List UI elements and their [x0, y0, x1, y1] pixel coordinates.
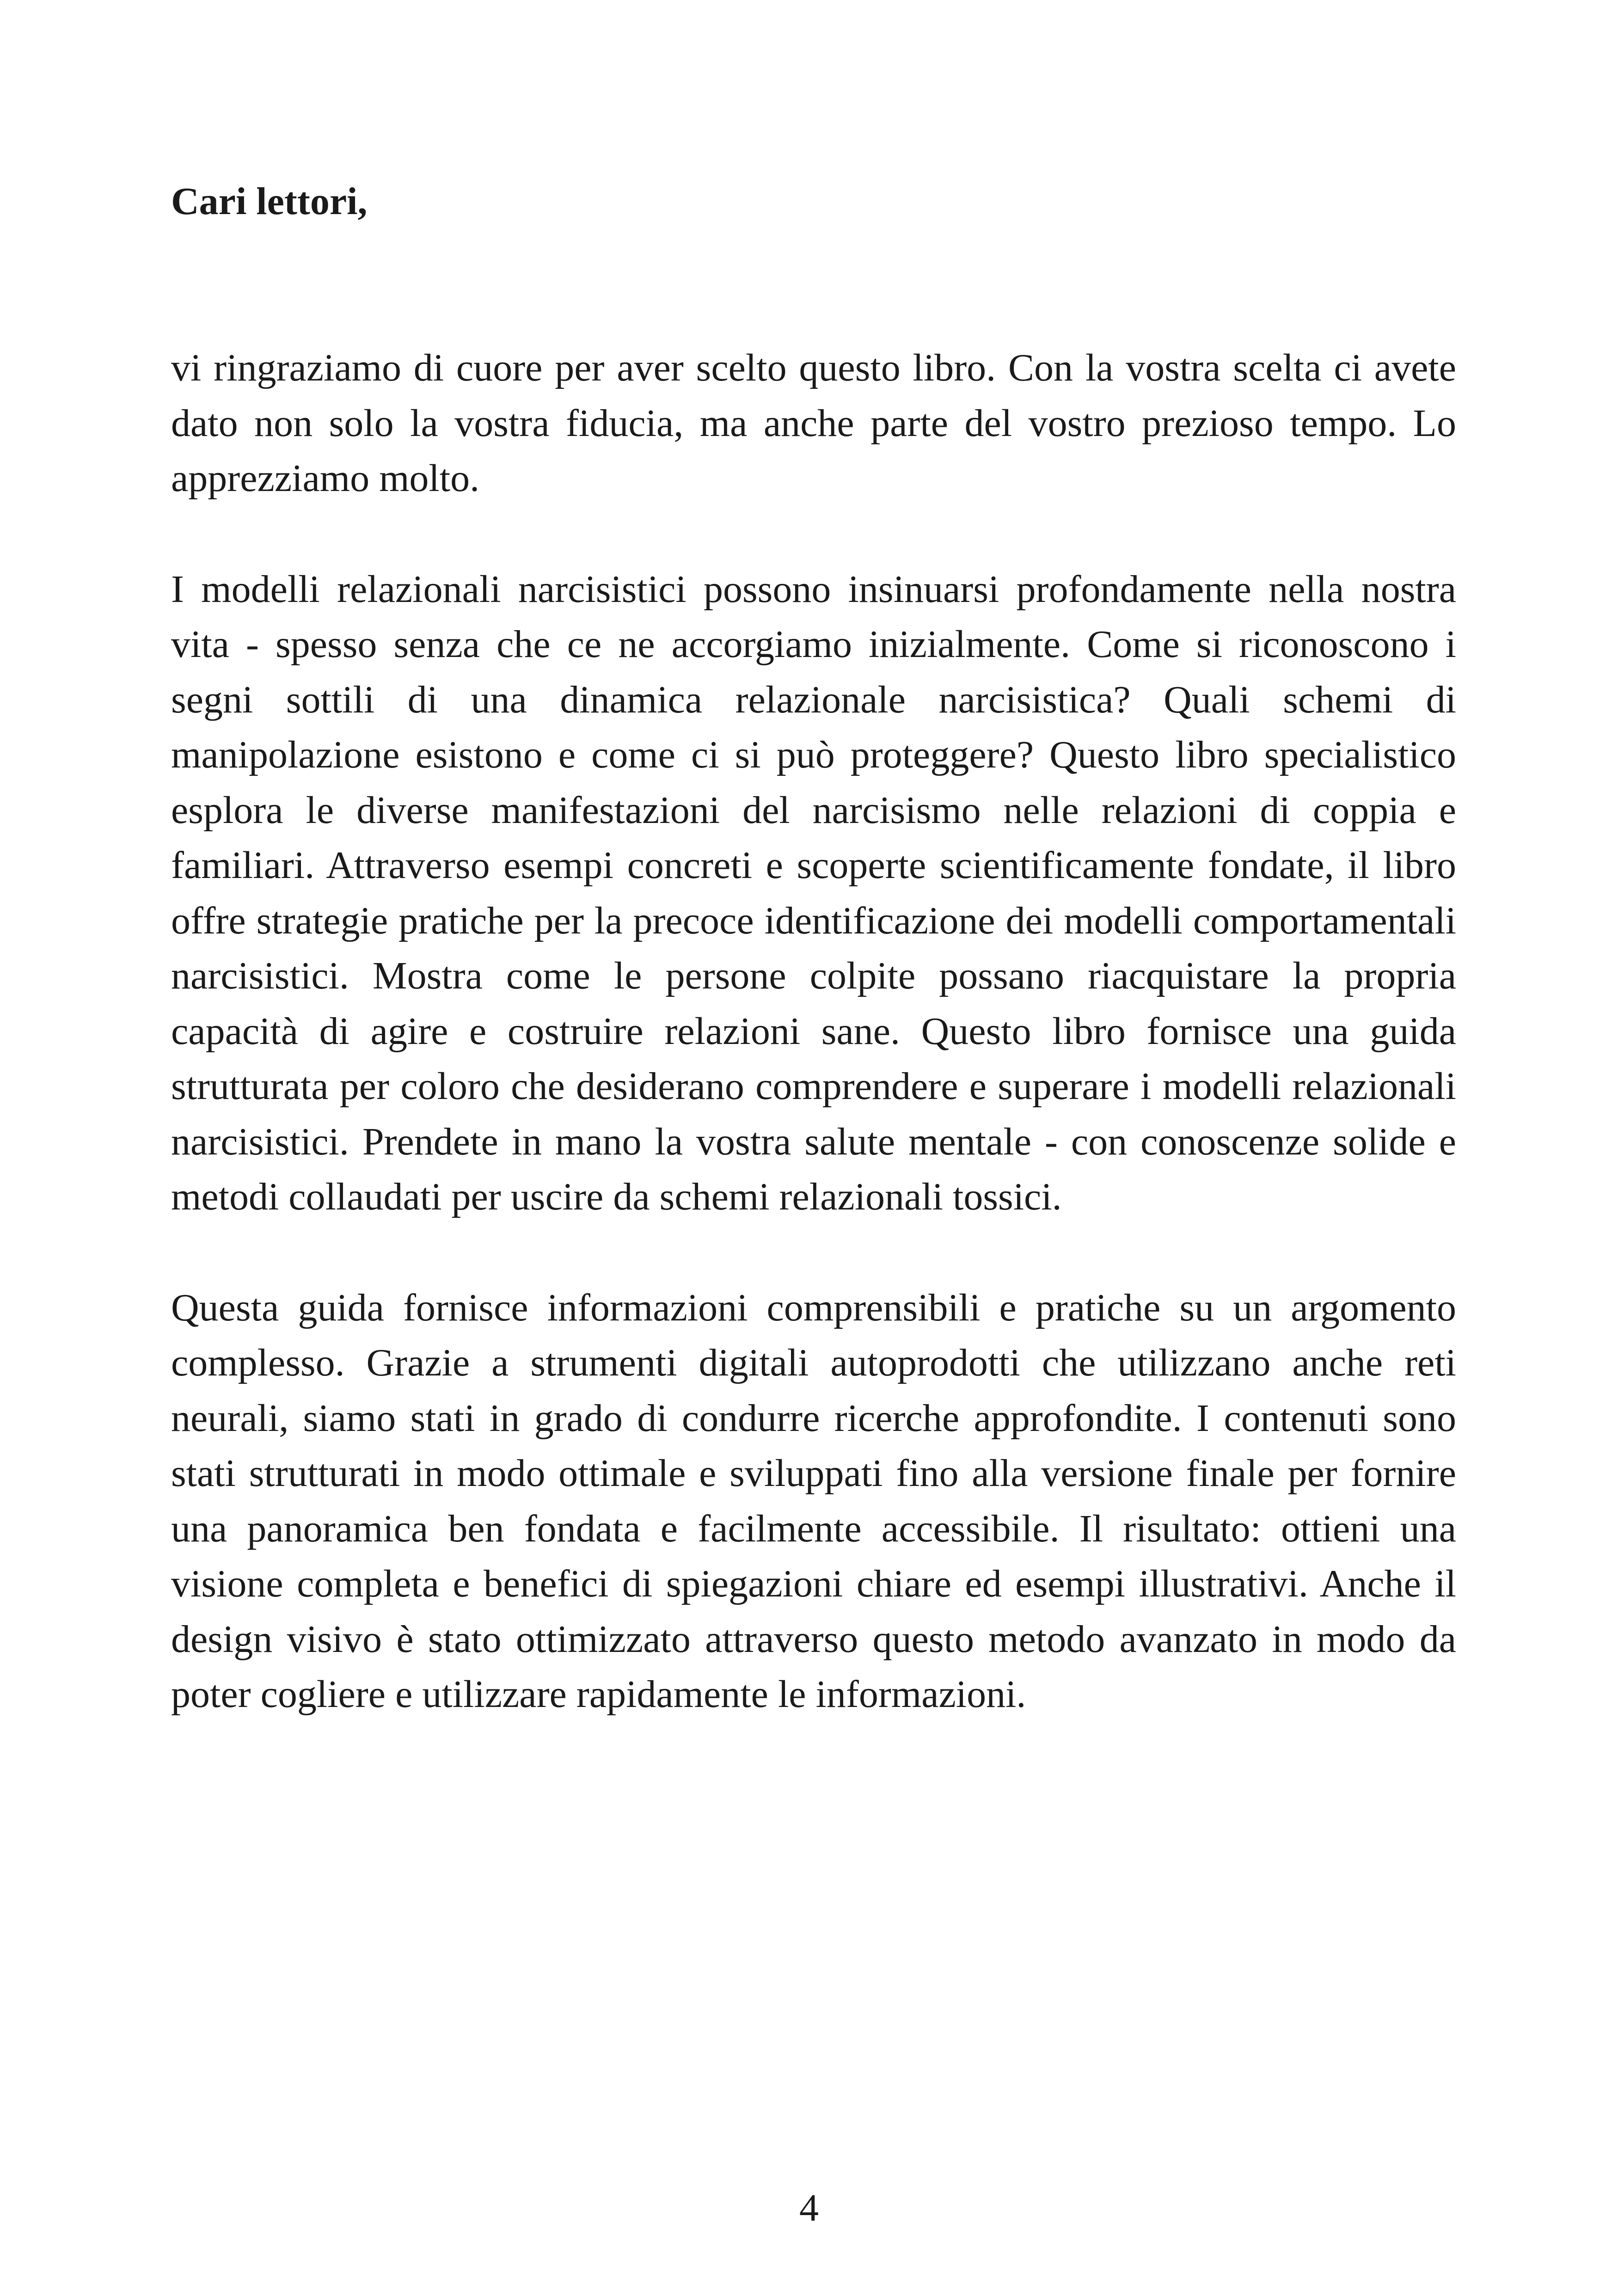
paragraph-guide-method: Questa guida fornisce informazioni comprensibili e pratiche su un argomento complesso. Grazie a strumenti digitali autoprodotti che utilizzano anche reti neurali, siamo stati in grado di condurre ricerche approfondite. I contenuti sono stati strutturati in modo ottimale e sviluppati fino alla versione finale per fornire una panoramica ben fondata e facilmente accessibile. Il risultato: ottieni una visione completa e benefici di spiegazioni chiare ed esempi illustrativi. Anche il design visivo è stato ottimizzato attraverso questo metodo avanzato in modo da poter cogliere e utilizzare rapidamente le informazioni.: [171, 1286, 1456, 1716]
paragraph-book-description: I modelli relazionali narcisistici possono insinuarsi profondamente nella nostra vita - spesso senza che ce ne accorgiamo inizialmente. Come si riconoscono i segni sottili di una dinamica relazionale narcisistica? Quali schemi di manipolazione esistono e come ci si può proteggere? Questo libro specialistico esplora le diverse manifestazioni del narcisismo nelle relazioni di coppia e familiari. Attraverso esempi concreti e scoperte scientificamente fondate, il libro offre strategie pratiche per la precoce identificazione dei modelli comportamentali narcisistici. Mostra come le persone colpite possano riacquistare la propria capacità di agire e costruire relazioni sane. Questo libro fornisce una guida strutturata per coloro che desiderano comprendere e superare i modelli relazionali narcisistici. Prendete in mano la vostra salute mentale - con conoscenze solide e metodi collaudati per uscire da schemi relazionali tossici.: [171, 567, 1456, 1218]
paragraph-thanks: vi ringraziamo di cuore per aver scelto questo libro. Con la vostra scelta ci avete dato non solo la vostra fiducia, ma anche parte del vostro prezioso tempo. Lo apprezziamo molto.: [171, 346, 1456, 500]
greeting-heading: Cari lettori,: [171, 180, 368, 223]
letter-body: [171, 174, 1456, 1722]
page-number: 4: [799, 2186, 819, 2229]
